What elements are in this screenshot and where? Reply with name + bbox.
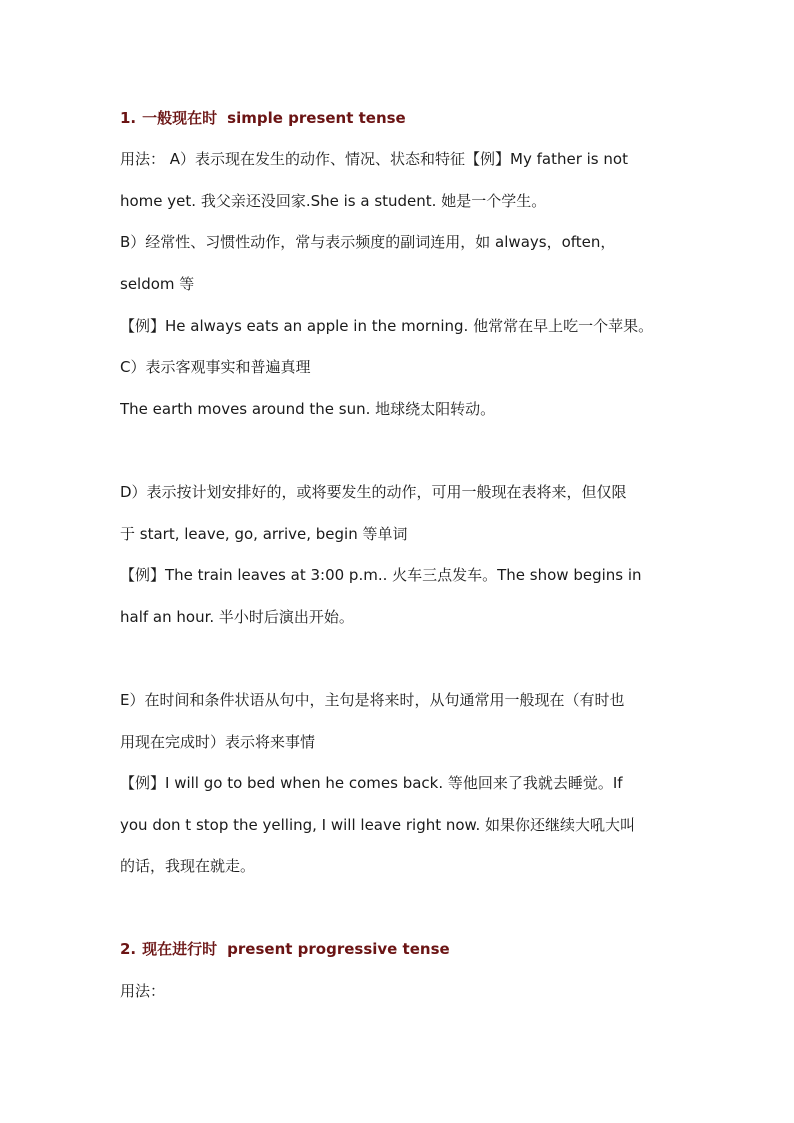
usage-line-d-cont: 于 start, leave, go, arrive, begin 等单词 (120, 525, 408, 543)
example-line-e: 【例】I will go to bed when he comes back. 等他回来了我就去睡觉。If (120, 774, 623, 792)
section-1-title-zh: 一般现在时 (142, 109, 218, 127)
section-1-heading (120, 108, 700, 128)
section-2-usage-label: 用法： (120, 982, 166, 1000)
usage-line-e: E）在时间和条件状语从句中，主句是将来时，从句通常用一般现在（有时也 (120, 691, 625, 709)
section-2-title-en: present progressive tense (227, 940, 450, 958)
usage-line-b-cont: seldom 等 (120, 275, 195, 293)
example-line-e-cont: you don t stop the yelling, I will leave right now. 如果你还继续大吼大叫 (120, 816, 635, 834)
usage-line-b: B）经常性、习惯性动作，常与表示频度的副词连用，如 always，often， (120, 233, 616, 251)
example-line-b: 【例】He always eats an apple in the morning. 他常常在早上吃一个苹果。 (120, 317, 654, 335)
usage-line-e-cont: 用现在完成时）表示将来事情 (120, 733, 316, 751)
example-line-c: The earth moves around the sun. 地球绕太阳转动。 (120, 400, 496, 418)
section-1-number: 1. (120, 109, 137, 127)
example-line-d: 【例】The train leaves at 3:00 p.m.. 火车三点发车。The show begins in (120, 566, 642, 584)
section-2-title-zh: 现在进行时 (142, 940, 218, 958)
example-line-d-cont: half an hour. 半小时后演出开始。 (120, 608, 354, 626)
section-1-title-en: simple present tense (227, 109, 406, 127)
section-2-number: 2. (120, 940, 137, 958)
usage-line-d: D）表示按计划安排好的，或将要发生的动作，可用一般现在表将来，但仅限 (120, 483, 627, 501)
section-2-heading (120, 939, 700, 959)
example-line-a: home yet. 我父亲还没回家.She is a student. 她是一个学生。 (120, 192, 547, 210)
usage-line-c: C）表示客观事实和普遍真理 (120, 358, 311, 376)
usage-line-a: 用法： A）表示现在发生的动作、情况、状态和特征【例】My father is not (120, 150, 628, 168)
example-line-e-end: 的话，我现在就走。 (120, 857, 256, 875)
